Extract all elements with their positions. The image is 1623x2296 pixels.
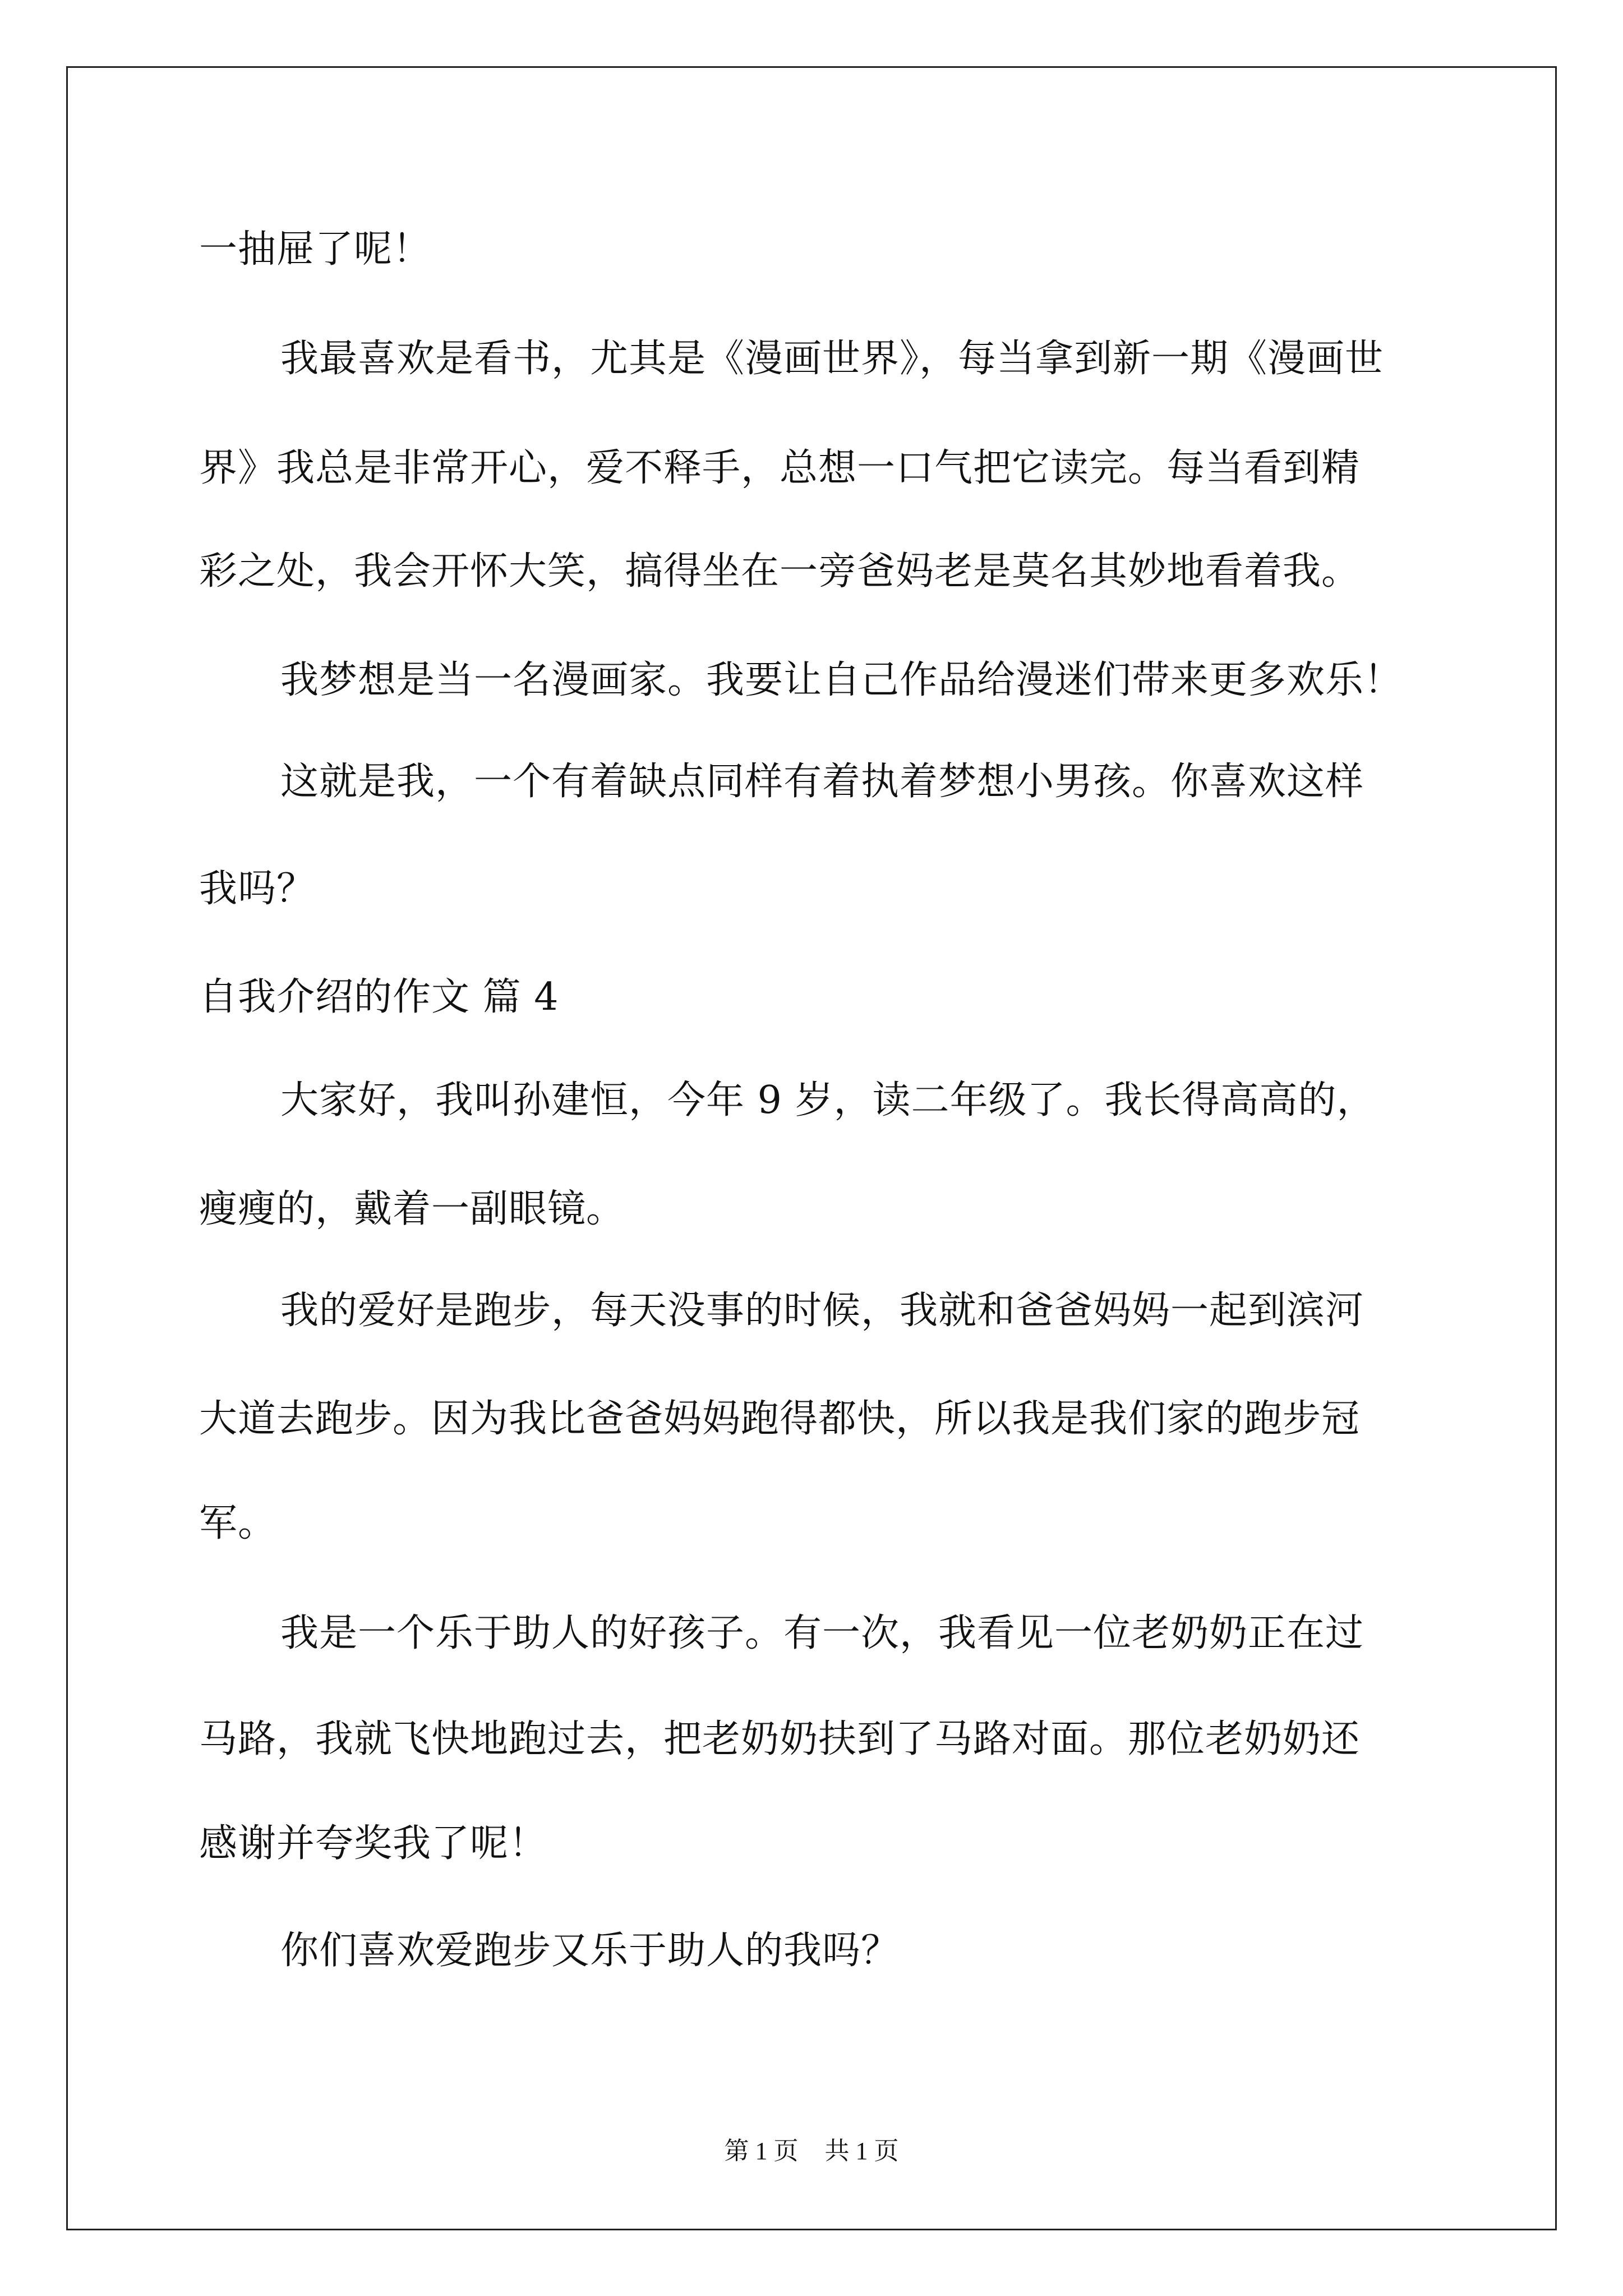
paragraph-start-line: 你们喜欢爱跑步又乐于助人的我吗？: [280, 1929, 900, 1973]
page-frame: [66, 66, 1557, 2230]
text-line: 我吗？: [199, 867, 316, 911]
text-line: 界》我总是非常开心，爱不释手，总想一口气把它读完。每当看到精: [199, 446, 1361, 490]
text-line: 马路，我就飞快地跑过去，把老奶奶扶到了马路对面。那位老奶奶还: [199, 1717, 1361, 1761]
paragraph-start-line: 我是一个乐于助人的好孩子。有一次，我看见一位老奶奶正在过: [280, 1611, 1364, 1655]
page-footer: [0, 2134, 1623, 2168]
text-line: 瘦瘦的，戴着一副眼镜。: [199, 1187, 625, 1231]
page-number: 第 1 页: [724, 2137, 799, 2165]
paragraph-start-line: 这就是我，一个有着缺点同样有着执着梦想小男孩。你喜欢这样: [280, 760, 1364, 804]
section-heading: 自我介绍的作文 篇 4: [199, 975, 559, 1019]
text-line: 一抽屉了呢！: [199, 227, 432, 272]
text-line: 大道去跑步。因为我比爸爸妈妈跑得都快，所以我是我们家的跑步冠: [199, 1397, 1361, 1441]
text-line: 感谢并夸奖我了呢！: [199, 1821, 548, 1866]
paragraph-start-line: 我最喜欢是看书，尤其是《漫画世界》，每当拿到新一期《漫画世: [280, 337, 1384, 381]
paragraph-start-line: 我的爱好是跑步，每天没事的时候，我就和爸爸妈妈一起到滨河: [280, 1289, 1364, 1333]
paragraph-start-line: 大家好，我叫孙建恒，今年 9 岁，读二年级了。我长得高高的，: [280, 1078, 1376, 1122]
text-line: 军。: [199, 1501, 277, 1545]
text-line: 彩之处，我会开怀大笑，搞得坐在一旁爸妈老是莫名其妙地看着我。: [199, 549, 1361, 593]
page-total: 共 1 页: [824, 2137, 899, 2165]
paragraph-start-line: 我梦想是当一名漫画家。我要让自己作品给漫迷们带来更多欢乐！: [280, 658, 1403, 702]
